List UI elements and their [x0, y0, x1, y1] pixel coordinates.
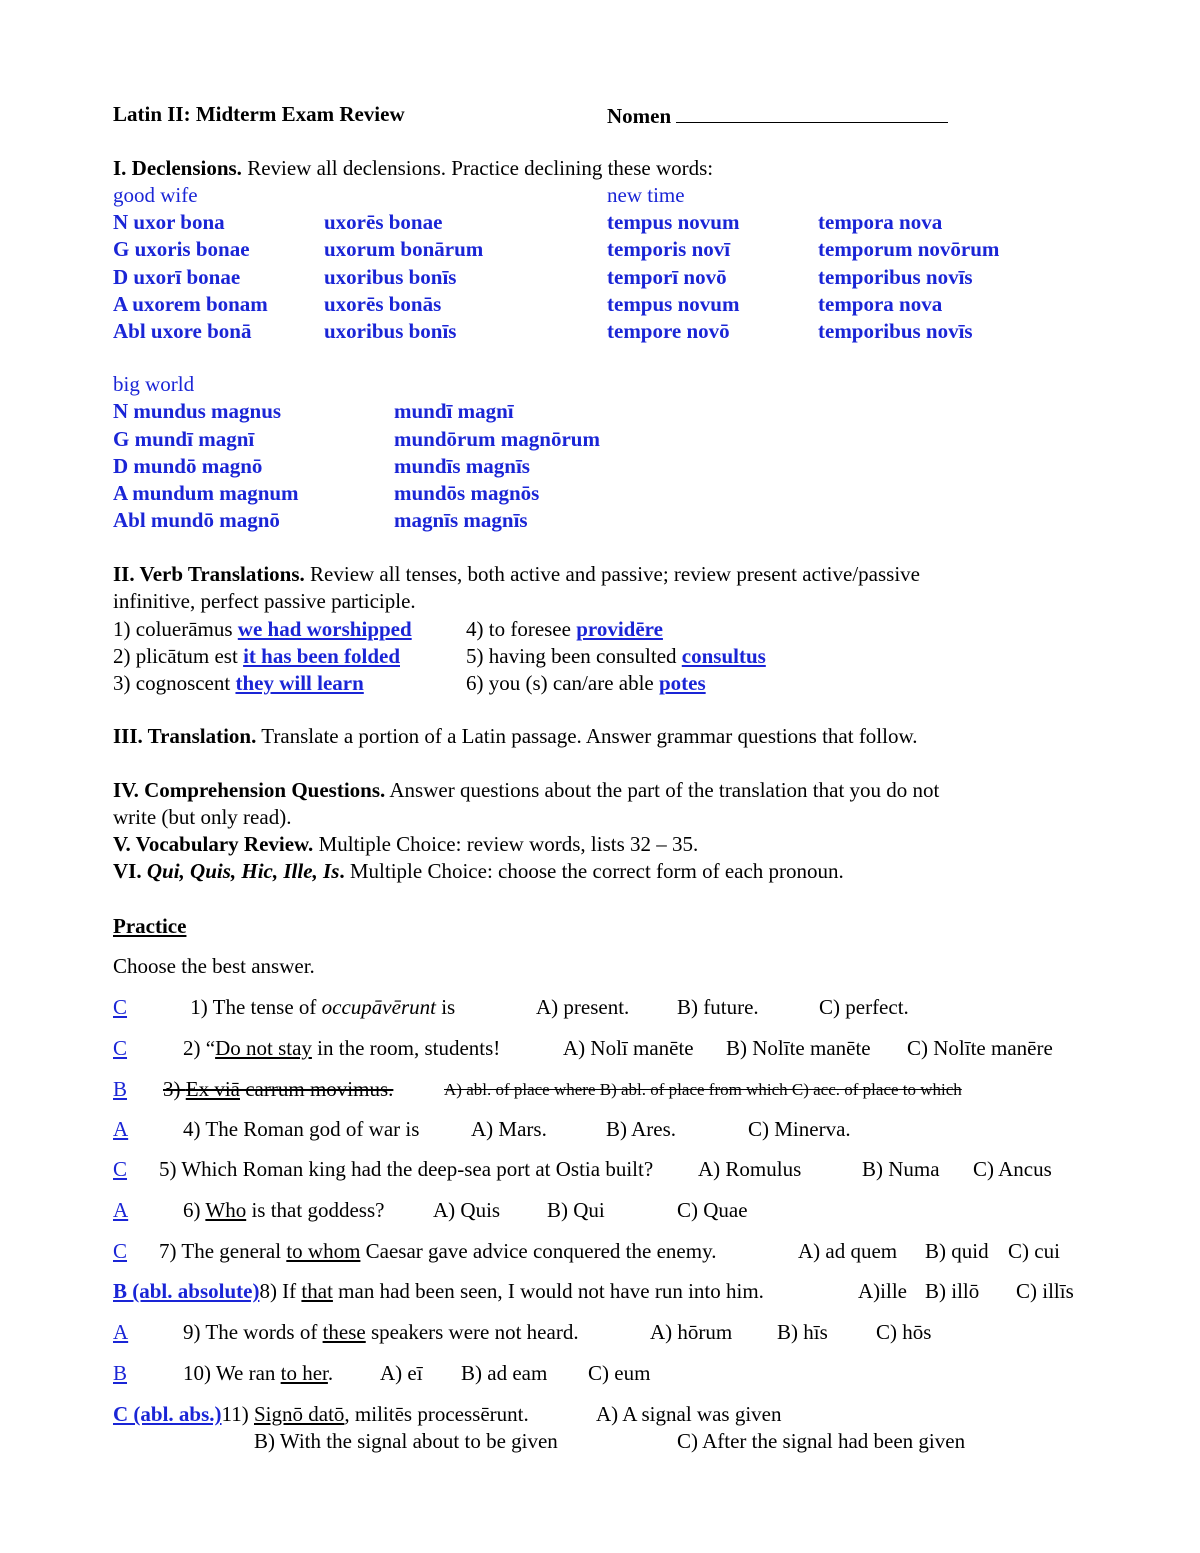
decl-cell: Abl mundō magnō	[113, 508, 280, 532]
verb-question: 2) plicātum est	[113, 644, 244, 668]
decl-cell: uxoribus bonīs	[324, 319, 457, 343]
question-text: is that goddess?	[246, 1198, 385, 1222]
option-a: A) hōrum	[650, 1320, 733, 1344]
section-6-heading-italic: Qui, Quis, Hic, Ille, Is	[146, 859, 340, 883]
question-1	[113, 997, 455, 1018]
verb-item	[113, 673, 364, 694]
decl-cell: uxorēs bonae	[324, 210, 443, 234]
verb-answer: potes	[659, 671, 706, 695]
decl-cell: temporī novō	[607, 265, 727, 289]
section-1	[113, 158, 713, 179]
answer-key: A	[113, 1320, 129, 1344]
verb-question: 1) coluerāmus	[113, 617, 238, 641]
question-text: is	[435, 995, 456, 1019]
question-text: 2) “	[183, 1036, 216, 1060]
option-a: A) Romulus	[698, 1157, 802, 1181]
verb-item	[113, 646, 400, 667]
option-c: C) perfect.	[819, 995, 909, 1019]
option-b: B) quid	[925, 1239, 989, 1263]
question-text: carrum movimus.	[239, 1077, 394, 1101]
question-underlined: to whom	[286, 1239, 361, 1263]
verb-item	[466, 619, 663, 640]
question-text: , militēs processērunt.	[344, 1402, 529, 1426]
verb-question: 3) cognoscent	[113, 671, 236, 695]
question-text: 9) The words of	[183, 1320, 323, 1344]
question-underlined: Ex viā	[185, 1077, 240, 1101]
question-text: man had been seen, I would not have run into him.	[332, 1279, 764, 1303]
question-text: 10) We ran	[183, 1361, 281, 1385]
verb-answer: we had worshipped	[237, 617, 412, 641]
option-b: B) hīs	[777, 1320, 828, 1344]
question-10	[113, 1363, 333, 1384]
option-c: C) hōs	[876, 1320, 932, 1344]
question-6	[113, 1200, 384, 1221]
section-3-heading: III. Translation.	[113, 724, 257, 748]
question-9	[113, 1322, 579, 1343]
decl-cell: N uxor bona	[113, 210, 225, 234]
question-5	[113, 1159, 653, 1180]
group-b-title: new time	[607, 183, 685, 207]
option-c: C) After the signal had been given	[677, 1429, 966, 1453]
section-2-text: Review all tenses, both active and passive; review present active/passive	[304, 562, 920, 586]
decl-cell: D uxorī bonae	[113, 265, 241, 289]
nomen-field[interactable]	[607, 104, 948, 127]
verb-question: 5) having been consulted	[466, 644, 682, 668]
decl-cell: mundīs magnīs	[394, 454, 530, 478]
section-4-text: Answer questions about the part of the translation that you do not	[385, 778, 940, 802]
option-c: C) Quae	[677, 1198, 748, 1222]
verb-item	[466, 646, 766, 667]
decl-cell: temporibus novīs	[818, 265, 973, 289]
decl-cell: temporum novōrum	[818, 237, 1000, 261]
decl-cell: uxorēs bonās	[324, 292, 442, 316]
option-c: C) eum	[588, 1361, 651, 1385]
verb-answer: consultus	[681, 644, 766, 668]
verb-question: 4) to foresee	[466, 617, 577, 641]
decl-cell: uxorum bonārum	[324, 237, 484, 261]
answer-key: B	[113, 1077, 128, 1101]
decl-cell: D mundō magnō	[113, 454, 263, 478]
question-text: .	[327, 1361, 334, 1385]
section-6-heading: VI.	[113, 859, 147, 883]
question-text: 4) The Roman god of war is	[183, 1117, 420, 1141]
option-c: C) cui	[1008, 1239, 1060, 1263]
question-text: 11)	[221, 1402, 254, 1426]
question-italic: occupāvērunt	[321, 995, 436, 1019]
option-a: A) A signal was given	[596, 1402, 782, 1426]
decl-cell: N mundus magnus	[113, 399, 282, 423]
nomen-label: Nomen	[607, 104, 672, 128]
option-b: B) Qui	[547, 1198, 605, 1222]
question-text: in the room, students!	[311, 1036, 501, 1060]
group-c-title: big world	[113, 372, 195, 396]
verb-answer: they will learn	[235, 671, 364, 695]
question-7	[113, 1241, 716, 1262]
option-b: B) Ares.	[606, 1117, 676, 1141]
decl-cell: temporis novī	[607, 237, 731, 261]
section-5-heading: V. Vocabulary Review.	[113, 832, 314, 856]
decl-cell: tempore novō	[607, 319, 730, 343]
question-2	[113, 1038, 500, 1059]
question-text: 7) The general	[159, 1239, 287, 1263]
verb-answer: providēre	[576, 617, 663, 641]
section-1-heading: I. Declensions.	[113, 156, 242, 180]
answer-key: C (abl. abs.)	[113, 1402, 222, 1426]
answer-key: A	[113, 1198, 129, 1222]
question-text: 5) Which Roman king had the deep-sea port at Ostia built?	[159, 1157, 654, 1181]
verb-question: 6) you (s) can/are able	[466, 671, 659, 695]
option-c: C) illīs	[1016, 1279, 1074, 1303]
decl-cell: mundōrum magnōrum	[394, 427, 600, 451]
question-underlined: to her	[280, 1361, 328, 1385]
question-text: 6)	[183, 1198, 206, 1222]
option-b: B) With the signal about to be given	[254, 1429, 558, 1453]
question-text: speakers were not heard.	[365, 1320, 579, 1344]
option-b: B) future.	[677, 995, 759, 1019]
option-c: C) Ancus	[973, 1157, 1052, 1181]
decl-cell: A uxorem bonam	[113, 292, 268, 316]
decl-cell: Abl uxore bonā	[113, 319, 252, 343]
nomen-blank[interactable]	[676, 104, 948, 123]
question-4	[113, 1119, 419, 1140]
section-3-text: Translate a portion of a Latin passage. Answer grammar questions that follow.	[256, 724, 918, 748]
section-5-text: Multiple Choice: review words, lists 32 – 35.	[313, 832, 699, 856]
answer-key: C	[113, 1239, 128, 1263]
section-4	[113, 780, 939, 801]
decl-cell: tempora nova	[818, 210, 943, 234]
decl-cell: uxoribus bonīs	[324, 265, 457, 289]
question-text: Caesar gave advice conquered the enemy.	[360, 1239, 717, 1263]
answer-key: C	[113, 1036, 128, 1060]
question-underlined: Do not stay	[215, 1036, 312, 1060]
question-3	[113, 1079, 393, 1100]
section-1-text: Review all declensions. Practice declining these words:	[241, 156, 714, 180]
question-text: 1) The tense of	[185, 995, 322, 1019]
question-8	[113, 1281, 764, 1302]
verb-item	[113, 619, 412, 640]
option-b: B) Nolīte manēte	[726, 1036, 871, 1060]
answer-key: B (abl. absolute)	[113, 1279, 260, 1303]
practice-instructions: Choose the best answer.	[113, 954, 315, 978]
group-a-title: good wife	[113, 183, 198, 207]
section-2-text-2: infinitive, perfect passive participle.	[113, 589, 416, 613]
answer-key: C	[113, 995, 128, 1019]
page-title: Latin II: Midterm Exam Review	[113, 102, 405, 126]
section-4-heading: IV. Comprehension Questions.	[113, 778, 386, 802]
decl-cell: temporibus novīs	[818, 319, 973, 343]
decl-cell: tempus novum	[607, 210, 740, 234]
decl-cell: magnīs magnīs	[394, 508, 528, 532]
question-underlined: that	[301, 1279, 333, 1303]
question-3-options: A) abl. of place where B) abl. of place from which C) acc. of place to which	[444, 1080, 962, 1099]
answer-key: C	[113, 1157, 128, 1181]
decl-cell: G mundī magnī	[113, 427, 255, 451]
verb-answer: it has been folded	[243, 644, 400, 668]
question-underlined: these	[322, 1320, 366, 1344]
section-6-text: Multiple Choice: choose the correct form of each pronoun.	[344, 859, 844, 883]
section-2-heading: II. Verb Translations.	[113, 562, 305, 586]
option-a: A) Nolī manēte	[563, 1036, 694, 1060]
question-underlined: Who	[205, 1198, 247, 1222]
decl-cell: mundōs magnōs	[394, 481, 540, 505]
practice-heading: Practice	[113, 914, 187, 938]
section-6	[113, 861, 844, 882]
option-a: A) ad quem	[798, 1239, 898, 1263]
section-2	[113, 564, 920, 585]
section-6-heading-end: .	[339, 859, 345, 883]
option-a: A) Quis	[433, 1198, 501, 1222]
option-a: A)ille	[858, 1279, 907, 1303]
verb-item	[466, 673, 706, 694]
option-b: B) Numa	[862, 1157, 940, 1181]
question-text: 3)	[163, 1077, 186, 1101]
question-underlined: Signō datō	[254, 1402, 345, 1426]
question-text: 8) If	[259, 1279, 302, 1303]
option-a: A) eī	[380, 1361, 423, 1385]
section-4-text-2: write (but only read).	[113, 805, 292, 829]
decl-cell: tempora nova	[818, 292, 943, 316]
answer-key: A	[113, 1117, 129, 1141]
option-a: A) present.	[536, 995, 630, 1019]
decl-cell: A mundum magnum	[113, 481, 299, 505]
option-b: B) illō	[925, 1279, 980, 1303]
option-c: C) Minerva.	[748, 1117, 851, 1141]
decl-cell: G uxoris bonae	[113, 237, 250, 261]
section-3	[113, 726, 918, 747]
answer-key: B	[113, 1361, 128, 1385]
decl-cell: tempus novum	[607, 292, 740, 316]
section-5	[113, 834, 698, 855]
option-b: B) ad eam	[461, 1361, 548, 1385]
decl-cell: mundī magnī	[394, 399, 514, 423]
option-a: A) Mars.	[471, 1117, 547, 1141]
option-c: C) Nolīte manēre	[907, 1036, 1053, 1060]
question-11	[113, 1404, 529, 1425]
